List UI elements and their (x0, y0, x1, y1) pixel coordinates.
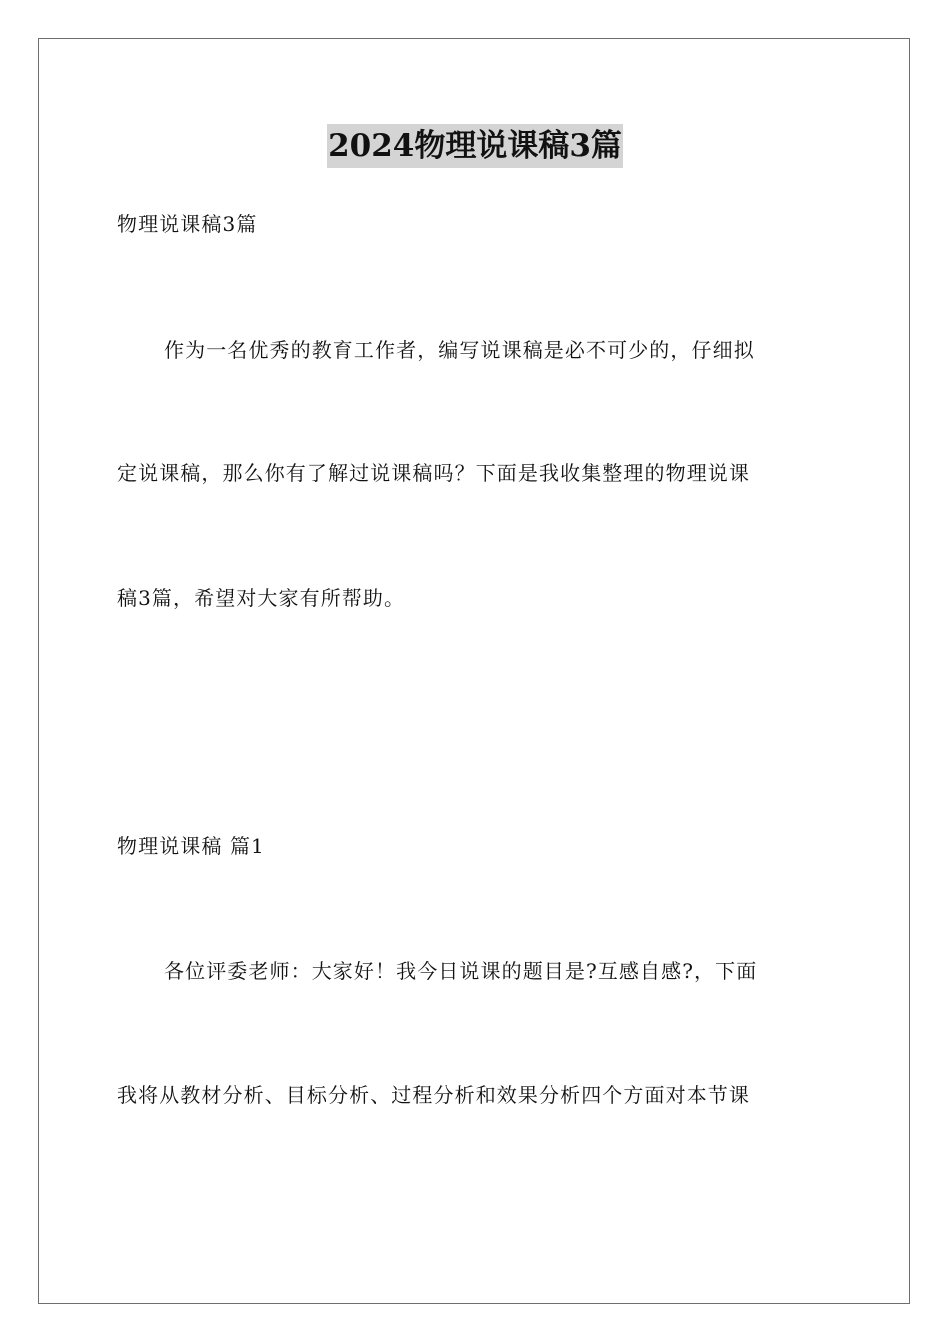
document-title: 2024物理说课稿3篇 (327, 124, 623, 168)
section-heading: 物理说课稿 篇1 (117, 834, 265, 858)
section-line-2: 我将从教材分析、目标分析、过程分析和效果分析四个方面对本节课 (117, 1083, 750, 1107)
intro-line-2: 定说课稿，那么你有了解过说课稿吗？下面是我收集整理的物理说课 (117, 461, 750, 485)
intro-line-3: 稿3篇，希望对大家有所帮助。 (117, 586, 406, 610)
title-container (0, 124, 950, 168)
section-line-1: 各位评委老师：大家好！我今日说课的题目是?互感自感?，下面 (164, 959, 758, 983)
document-subtitle: 物理说课稿3篇 (117, 212, 258, 236)
intro-line-1: 作为一名优秀的教育工作者，编写说课稿是必不可少的，仔细拟 (164, 338, 755, 362)
